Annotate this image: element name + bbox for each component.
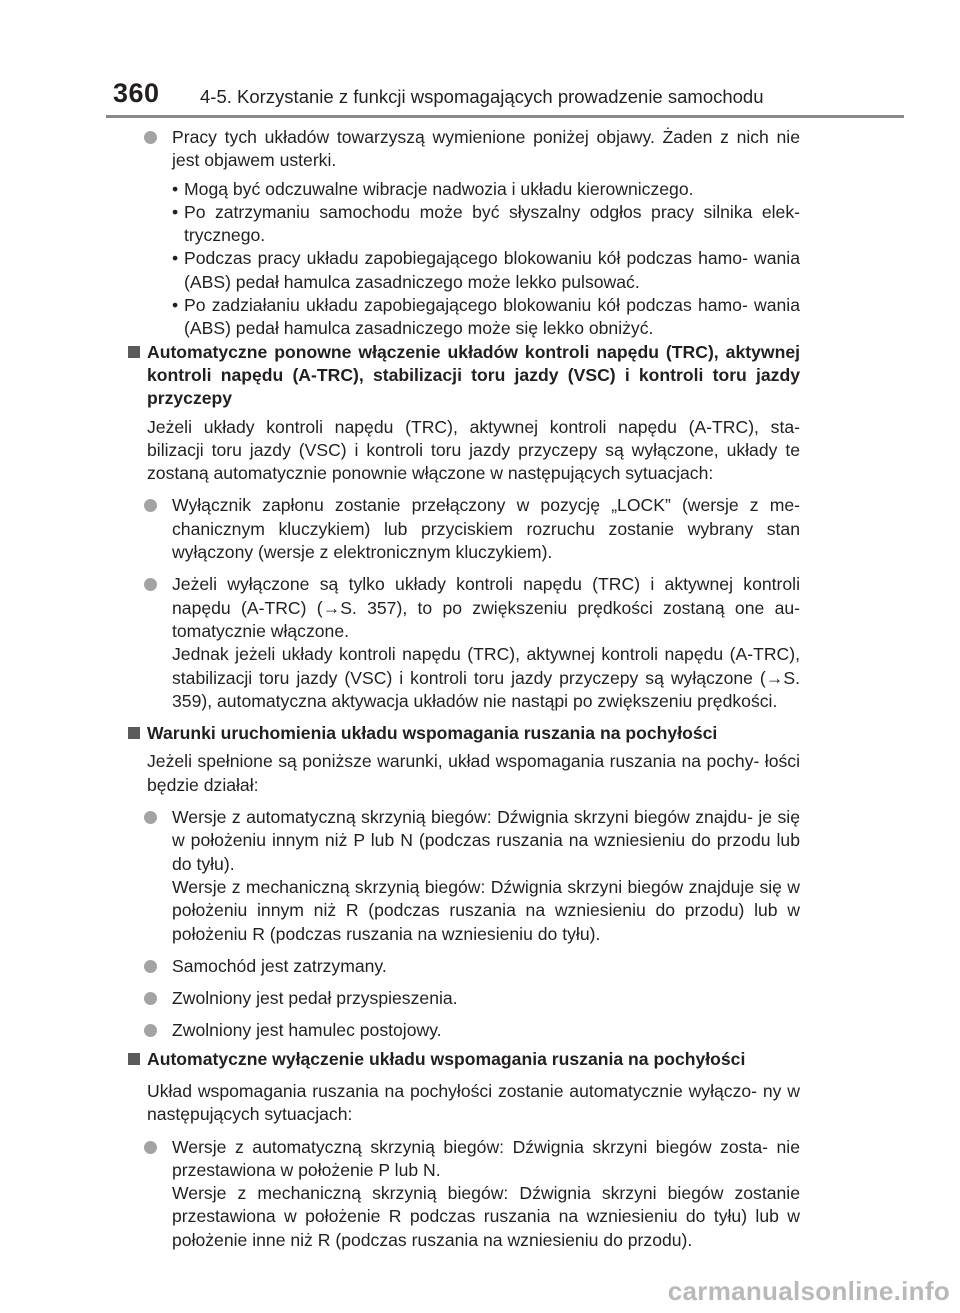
sub-bullet-mark: • [172,178,179,199]
bullet-dot-icon [144,131,157,144]
bullet-continuation: Wersje z mechaniczną skrzynią biegów: Dźwignia skrzyni biegów znajduje się w położeniu innym niż R (podczas ruszania na wzniesieniu do przodu) lub w położeniu R (podczas ruszania na wzniesieniu do tyłu). [172,876,800,944]
sub-bullet-mark: • [172,295,179,316]
bullet-dot-icon [144,811,157,824]
paragraph: Jeżeli spełnione są poniższe warunki, układ wspomagania ruszania na pochy- łości będzie działał: [147,751,800,795]
bullet-item [125,806,800,876]
page-number: 360 [113,78,160,108]
sub-item [125,201,800,248]
watermark: carmanualsonline.info [667,1276,950,1306]
square-bullet-icon [128,1053,140,1065]
sub-item [125,247,800,294]
bullet-dot-icon [144,992,157,1005]
bullet-dot-icon [144,578,157,591]
chapter-title: 4-5. Korzystanie z funkcji wspomagających prowadzenie samochodu [200,86,764,107]
header-rule [106,115,904,118]
sub-text: Podczas pracy układu zapobiegającego blokowaniu kół podczas hamo- wania (ABS) pedał hamulca zasadniczego może lekko pulsować. [184,248,800,292]
page-header [0,0,960,118]
paragraph: Układ wspomagania ruszania na pochyłości zostanie automatycznie wyłączo- ny w następujących sytuacjach: [147,1080,800,1125]
sub-text: Po zatrzymaniu samochodu może być słyszalny odgłos pracy silnika elek- trycznego. [184,201,800,246]
bullet-text: Wyłącznik zapłonu zostanie przełączony w pozycję „LOCK” (wersje z me- chanicznym kluczykiem) lub przyciskiem rozruchu zostanie wybrany stan wyłączony (wersje z elektronicznym kluczykiem). [172,495,800,563]
sub-bullet-mark: • [172,248,179,269]
bullet-dot-icon [144,499,157,512]
bullet-item [125,1019,800,1042]
bullet-dot-icon [144,1024,157,1037]
bullet-dot-icon [144,1141,157,1154]
bullet-text: Pracy tych układów towarzyszą wymienione poniżej objawy. Żaden z nich nie jest objawem usterki. [172,127,800,171]
heading-text: Automatyczne wyłączenie układu wspomagania ruszania na pochyłości [147,1048,746,1069]
bullet-item [125,126,800,173]
bullet-text: Wersje z automatyczną skrzynią biegów: Dźwignia skrzyni biegów znajdu- je się w położeniu innym niż P lub N (podczas ruszania na wzniesieniu do przodu lub do tyłu). [172,807,800,874]
sub-text: Po zadziałaniu układu zapobiegającego blokowaniu kół podczas hamo- wania (ABS) pedał hamulca zasadniczego może się lekko obniżyć. [184,295,800,339]
square-bullet-icon [128,346,140,358]
sub-text: Mogą być odczuwalne wibracje nadwozia i układu kierowniczego. [184,178,694,199]
bullet-text: Zwolniony jest pedał przyspieszenia. [172,988,458,1009]
bullet-item [125,955,800,978]
sub-item [125,178,800,201]
bullet-text: Wersje z automatyczną skrzynią biegów: Dźwignia skrzyni biegów zosta- nie przestawiona w położenie P lub N. [172,1136,800,1180]
bullet-continuation: Jednak jeżeli układy kontroli napędu (TRC), aktywnej kontroli napędu (A-TRC), stabilizacji toru jazdy (VSC) i kontroli toru jazdy przyczepy są wyłączone (→S. 359), automatyczna aktywacja układów nie nastąpi po zwiększeniu prędkości. [172,644,800,711]
sub-item [125,294,800,341]
sub-bullet-mark: • [172,201,179,222]
bullet-text: Samochód jest zatrzymany. [172,955,387,976]
section-heading [125,341,800,411]
heading-text: Automatyczne ponowne włączenie układów kontroli napędu (TRC), aktywnej kontroli napędu (A-TRC), stabilizacji toru jazdy (VSC) i kontroli toru jazdy przyczepy [147,341,800,409]
bullet-item [125,1136,800,1183]
page-content [125,126,800,1252]
bullet-continuation: Wersje z mechaniczną skrzynią biegów: Dźwignia skrzyni biegów zostanie przestawiona w położenie R podczas ruszania na wzniesieniu do tyłu) lub w położenie inne niż R (podczas ruszania na wzniesieniu do przodu). [172,1183,800,1250]
section-heading [125,722,800,745]
bullet-text: Jeżeli wyłączone są tylko układy kontroli napędu (TRC) i aktywnej kontroli napędu (A-TRC) (→S. 357), to po zwiększeniu prędkości zostaną one au- tomatycznie włączone. [172,574,800,641]
bullet-item [125,987,800,1010]
square-bullet-icon [128,727,140,739]
heading-text: Warunki uruchomienia układu wspomagania ruszania na pochyłości [147,723,718,744]
bullet-dot-icon [144,960,157,973]
section-heading [125,1048,800,1071]
paragraph: Jeżeli układy kontroli napędu (TRC), aktywnej kontroli napędu (A-TRC), sta- bilizacji toru jazdy (VSC) i kontroli toru jazdy przyczepy są wyłączone, układy te zostaną automatycznie ponownie włączone w następujących sytuacjach: [147,416,800,484]
bullet-text: Zwolniony jest hamulec postojowy. [172,1020,442,1041]
bullet-item [125,573,800,643]
bullet-item [125,494,800,564]
